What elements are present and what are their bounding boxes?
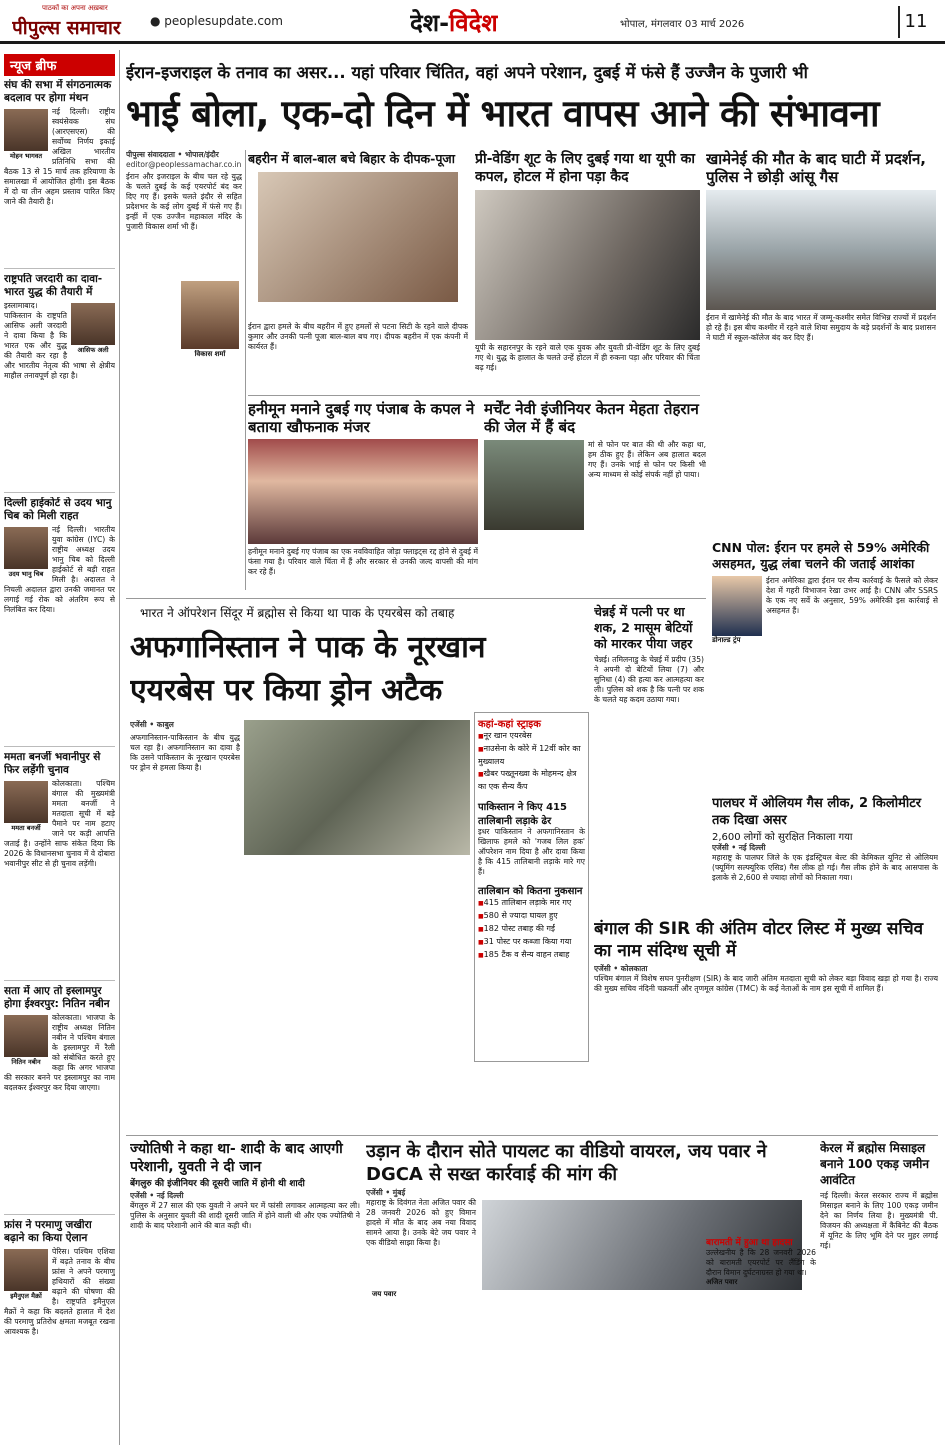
divider: [126, 1135, 938, 1136]
honeymoon-story: [248, 400, 478, 590]
brief-item: [4, 985, 115, 1215]
list-item: ■ 580 से ज्यादा घायल हुए: [478, 910, 585, 923]
list-item: ■ नाउसेना के कोरे में 12वीं कोर का मुख्यालय: [478, 743, 585, 768]
baramati-sidebar: [706, 1235, 816, 1440]
story-headline: पालघर में ओलियम गैस लीक, 2 किलोमीटर तक दिखा असर: [712, 796, 922, 828]
pak-headline-line1: अफगानिस्तान ने पाक के नूरखान: [130, 630, 486, 665]
story-column-bhopal: [126, 150, 242, 595]
brief-item: [4, 79, 115, 269]
story-subhead: बेंगलुरु की इंजीनियर की दूसरी जाति में होनी थी शादी: [130, 1179, 305, 1189]
airbase-satellite-photo: [244, 720, 470, 855]
story-body: महाराष्ट्र के पालघर जिले के एक इंडस्ट्रियल बेल्ट की केमिकल यूनिट से ओलियम (फ्यूमिंग सल्फ्यूरिक एसिड) गैस लीक हो गई। गैस लीक होने के बाद आसपास के इलाके से 2,600 से ज्यादा लोगों को निकाला गया।: [712, 853, 938, 882]
brief-item: [4, 751, 115, 981]
video-call-photo: [258, 172, 458, 302]
byline: एजेंसी • काबुल: [130, 720, 174, 729]
pak-story-column: [130, 720, 240, 1050]
brief-headline: फ्रांस ने परमाणु जखीरा बढ़ाने का किया ऐलान: [4, 1219, 92, 1244]
story-body: अफगानिस्तान-पाकिस्तान के बीच युद्ध चल रहा है। अफगानिस्तान का दावा है कि उसने पाकिस्तान के नूरखान एयरबेस पर ड्रोन से हमला किया है।: [130, 733, 240, 772]
story-headline: बहरीन में बाल-बाल बचे बिहार के दीपक-पूजा: [248, 151, 455, 166]
portrait-photo: इमैनुएल मैक्रों: [4, 1249, 48, 1299]
portrait-photo: ममता बनर्जी: [4, 781, 48, 831]
pak-story-kicker: भारत ने ऑपरेशन सिंदूर में ब्रह्मोस से किया था पाक के एयरबेस को तबाह: [140, 606, 455, 620]
divider: [248, 395, 700, 396]
wedding-photo: [248, 439, 478, 544]
palghar-story: [712, 795, 938, 915]
story-body: चेन्नई। तमिलनाडु के चेन्नई में प्रदीप (35) ने अपनी दो बेटियों लिया (7) और सुनिधा (4) की हत्या कर आत्महत्या कर ली। पुलिस को शक है कि पत्नी पर शक के चलते यह कदम उठाया गया।: [594, 655, 704, 704]
brief-headline: दिल्ली हाईकोर्ट से उदय भानु चिब को मिली राहत: [4, 497, 112, 522]
photo-caption: अजित पवार: [706, 1278, 738, 1286]
couple-phone-photo: [475, 190, 700, 340]
story-headline: ज्योतिषी ने कहा था- शादी के बाद आएगी परेशानी, युवती ने दी जान: [130, 1141, 343, 1175]
astrologer-story: [130, 1140, 360, 1440]
newspaper-logo[interactable]: [12, 4, 142, 40]
list-item: ■ 415 तालिबान लड़ाके मार गए: [478, 897, 585, 910]
story-body: ईरान में खामेनेई की मौत के बाद भारत में जम्मू-कश्मीर समेत विभिन्न राज्यों में प्रदर्शन हो रहे हैं। इस बीच कश्मीर में रहने वाले शिया समुदाय के बड़े प्रदर्शनों के बाद प्रशासन ने घाटी में स्कूल-कॉलेज बंद कर दिए हैं।: [706, 313, 936, 342]
brief-body: इस्लामाबाद। पाकिस्तान के राष्ट्रपति आसिफ अली जरदारी ने दावा किया है कि भारत एक और युद्ध की तैयारी कर रहा है और भारतीय नेतृत्व की भाषा से क्षेत्रीय माहौल तनावपूर्ण हो रहा है।: [4, 301, 115, 380]
brief-headline: सता में आए तो इस्लामपुर होगा ईश्वरपुर: नितिन नबीन: [4, 985, 110, 1010]
website-link[interactable]: ● peoplesupdate.com: [150, 14, 283, 28]
brief-headline: राष्ट्रपति जरदारी का दावा- भारत युद्ध की तैयारी में: [4, 273, 103, 298]
pak-headline-line2: एयरबेस पर किया ड्रोन अटैक: [130, 673, 443, 708]
portrait-photo: [712, 576, 762, 636]
prewedding-story: [475, 150, 700, 390]
byline: पीपुल्स संवाददाता • भोपाल/इंदौर: [126, 150, 219, 159]
sidebar-headline: बारामती में हुआ था हादसा: [706, 1238, 793, 1248]
story-subhead: 2,600 लोगों को सुरक्षित निकाला गया: [712, 832, 853, 843]
byline: एजेंसी • नई दिल्ली: [130, 1191, 184, 1200]
story-headline: उड़ान के दौरान सोते पायलट का वीडियो वायरल, जय पवार ने DGCA से सख्त कार्रवाई की मांग की: [366, 1141, 767, 1185]
divider: [245, 150, 246, 590]
cnn-poll-story: [712, 540, 938, 790]
brief-item: [4, 1219, 115, 1434]
brief-body: कोलकाता। पश्चिम बंगाल की मुख्यमंत्री ममता बनर्जी ने मतदाता सूची में बड़े पैमाने पर नाम हटाए जाने पर कड़ी आपत्ति जताई है। उन्होंने साफ संकेत दिया कि 2026 के विधानसभा चुनाव में वे दोबारा भवानीपुर सीट से ही चुनाव लड़ेंगी।: [4, 779, 115, 868]
story-body: ईरान अमेरिका द्वारा ईरान पर सैन्य कार्रवाई के फैसले को लेकर देश में गहरी विभाजन रेखा उभर आई है। CNN और SSRS के एक नए सर्वे के अनुसार, 59% अमेरिकी इस कार्रवाई से असहमत हैं।: [766, 576, 938, 615]
box-body: इधर पाकिस्तान ने अफगानिस्तान के खिलाफ हमले को 'गजब लिल हक' ऑपरेशन नाम दिया है और दावा किया है कि 415 तालिबानी लड़ाके मारे गए हैं।: [478, 827, 585, 876]
strike-info-box: [474, 712, 589, 1062]
box-headline: तालिबान को कितना नुकसान: [478, 886, 583, 897]
brief-body: पेरिस। पश्चिम एशिया में बढ़ते तनाव के बीच फ्रांस ने अपने परमाणु हथियारों की संख्या बढ़ाने की घोषणा की है। राष्ट्रपति इमैनुएल मैक्रों ने कहा कि बदलते हालात में देश की परमाणु प्रतिरोध क्षमता मजबूत रखना आवश्यक है।: [4, 1247, 115, 1336]
news-brief-column: [0, 50, 120, 1445]
list-item: ■ 31 पोस्ट पर कब्जा किया गया: [478, 936, 585, 949]
box-headline: पाकिस्तान ने किए 415 तालिबानी लड़ाके ढेर: [478, 802, 567, 827]
sidebar-body: उल्लेखनीय है कि 28 जनवरी 2026 को बारामती एयरपोर्ट पर लैंडिंग के दौरान विमान दुर्घटनाग्रस्त हो गया था।: [706, 1248, 816, 1277]
byline: एजेंसी • मुंबई: [366, 1188, 406, 1197]
globe-icon: ●: [150, 14, 165, 28]
story-body: बेंगलुरु में 27 साल की एक युवती ने अपने घर में फांसी लगाकर आत्महत्या कर ली। पुलिस के अनुसार युवती की शादी दूसरी जाति में होने वाली थी और एक ज्योतिषी ने शादी के बाद परेशानी आने की बात कही थी।: [130, 1201, 360, 1230]
brief-item: [4, 273, 115, 493]
dateline: भोपाल, मंगलवार 03 मार्च 2026: [620, 19, 745, 30]
top-story-headline: भाई बोला, एक-दो दिन में भारत वापस आने की संभावना: [126, 92, 880, 135]
story-headline: CNN पोल: ईरान पर हमले से 59% अमेरिकी असहमत, युद्ध लंबा चलने की जताई आशंका: [712, 540, 930, 571]
strike-list: [478, 730, 585, 793]
family-photo: [484, 440, 584, 530]
byline: एजेंसी • नई दिल्ली: [712, 843, 766, 852]
story-headline: हनीमून मनाने दुबई गए पंजाब के कपल ने बताया खौफनाक मंजर: [248, 400, 475, 436]
list-item: ■ 182 पोस्ट तबाह की गईं: [478, 923, 585, 936]
protest-photo: [706, 190, 936, 310]
story-body: ईरान और इजराइल के बीच चल रहे युद्ध के चलते दुबई के कई एयरपोर्ट बंद कर दिए गए हैं। इसके चलते इंदौर से सहित प्रदेशभर के कई लोग दुबई में फंसे गए हैं। इन्हीं में एक उज्जैन महाकाल मंदिर के पुजारी विकास शर्मा भी हैं।: [126, 172, 242, 231]
story-headline: मर्चेंट नेवी इंजीनियर केतन मेहता तेहरान की जेल में हैं बंद: [484, 400, 699, 436]
news-brief-header: न्यूज ब्रीफ: [4, 54, 115, 76]
loss-list: [478, 897, 585, 962]
brief-headline: संघ की सभा में संगठनात्मक बदलाव पर होगा मंथन: [4, 79, 112, 104]
story-headline: केरल में ब्रह्मोस मिसाइल बनाने 100 एकड़ जमीन आवंटित: [820, 1141, 929, 1187]
story-body: ईरान द्वारा हमले के बीच बहरीन में हुए हमलों से पटना सिटी के रहने वाले दीपक कुमार और उनकी पत्नी पूजा बाल-बाल बच गए। दीपक बहरीन में एक कंपनी में कार्यरत हैं।: [248, 322, 468, 351]
story-body: महाराष्ट्र के दिवंगत नेता अजित पवार की 28 जनवरी 2026 को हुए विमान हादसे में मौत के बाद अब नया विवाद सामने आया है। उनके बेटे जय पवार ने एक वीडियो साझा किया है।: [366, 1198, 476, 1247]
photo-caption: विकास शर्मा: [194, 350, 226, 358]
section-title: देश-विदेश: [410, 9, 498, 37]
page-number: 11: [898, 6, 932, 38]
portrait-photo: मोहन भागवत: [4, 109, 48, 159]
tagline: पाठकों का अपना अख़बार: [42, 4, 108, 12]
portrait-photo: उदय भानु चिब: [4, 527, 48, 577]
story-headline: खामेनेई की मौत के बाद घाटी में प्रदर्शन, पुलिस ने छोड़ी आंसू गैस: [706, 150, 927, 186]
list-item: ■ नूर खान एयरबेस: [478, 730, 585, 743]
portrait-photo: आसिफ अली: [71, 303, 115, 353]
portrait-photo: [180, 280, 240, 350]
kerala-brahmos-story: [820, 1140, 938, 1440]
story-body: यूपी के सहारनपुर के रहने वाले एक युवक और युवती प्री-वेडिंग शूट के लिए दुबई गए थे। युद्ध के हालात के चलते उन्हें होटल में ही रुकना पड़ा और परिवार की चिंता बढ़ गई।: [475, 343, 700, 372]
brief-body: कोलकाता। भाजपा के राष्ट्रीय अध्यक्ष नितिन नबीन ने पश्चिम बंगाल के इस्लामपुर में रैली को संबोधित करते हुए कहा कि अगर भाजपा की सरकार बनने पर इस्लामपुर का नाम बदलकर ईश्वरपुर कर दिया जाएगा।: [4, 1013, 115, 1092]
bahrain-story: [248, 150, 468, 320]
masthead: [0, 0, 945, 44]
story-body: पश्चिम बंगाल में विशेष सघन पुनरीक्षण (SIR) के बाद जारी अंतिम मतदाता सूची को लेकर बड़ा विवाद खड़ा हो गया है। राज्य की मुख्य सचिव नंदिनी चक्रवर्ती और तृणमूल कांग्रेस (TMC) के कई नेताओं के नाम इस सूची में शामिल हैं।: [594, 974, 938, 993]
list-item: ■ खैबर पख्तूनख्वा के मोहमन्द क्षेत्र का एक सैन्य कैंप: [478, 768, 585, 793]
byline: एजेंसी • कोलकाता: [594, 964, 648, 973]
portrait-photo: नितिन नबीन: [4, 1015, 48, 1065]
brief-headline: ममता बनर्जी भवानीपुर से फिर लड़ेंगी चुनाव: [4, 751, 101, 776]
story-body: हनीमून मनाने दुबई गए पंजाब का एक नवविवाहित जोड़ा फ्लाइट्स रद्द होने से दुबई में फंसा गया है। परिवार वाले चिंता में हैं और सरकार से उनकी जल्द वापसी की मांग कर रहे हैं।: [248, 547, 478, 576]
brief-body: नई दिल्ली। राष्ट्रीय स्वयंसेवक संघ (आरएसएस) की सर्वोच्च निर्णय इकाई अखिल भारतीय प्रतिनिधि सभा की बैठक 13 से 15 मार्च तक हरियाणा के समालखा में आयोजित होगी। इस बैठक में दो या तीन अहम प्रस्ताव पारित किए जाने की तैयारी है।: [4, 107, 115, 206]
story-body: मां से फोन पर बात की थी और कहा था, हम ठीक हुए हैं। लेकिन अब हालात बदल गए हैं। उनके भाई से फोन पर किसी भी अन्य माध्यम से कोई संपर्क नहीं हो पाया।: [588, 440, 706, 479]
kashmir-protest-story: [706, 150, 936, 540]
merchant-navy-story: [484, 400, 706, 590]
story-headline: चेन्नई में पत्नी पर था शक, 2 मासूम बेटियों को मारकर पीया जहर: [594, 604, 693, 651]
brief-body: नई दिल्ली। भारतीय युवा कांग्रेस (IYC) के राष्ट्रीय अध्यक्ष उदय भानु चिब को दिल्ली हाईकोर्ट से बड़ी राहत मिली है। अदालत ने निचली अदालत द्वारा उनकी जमानत पर लगाई गई रोक को अंतरिम रूप से निलंबित कर दिया।: [4, 525, 115, 614]
byline-email[interactable]: editor@peoplessamachar.co.in: [126, 160, 242, 169]
bengal-sir-story: [594, 918, 938, 1133]
photo-caption: जय पवार: [372, 1290, 397, 1298]
divider: [126, 598, 706, 599]
chennai-story: [594, 604, 704, 914]
list-item: ■ 185 टैंक व सैन्य वाहन तबाह: [478, 949, 585, 962]
paper-name: पीपुल्स समाचार: [12, 17, 121, 39]
brief-item: [4, 497, 115, 747]
photo-caption: डोनाल्ड ट्रंप: [712, 636, 741, 644]
box-headline: कहां-कहां स्ट्राइक: [478, 719, 541, 730]
story-headline: प्री-वेडिंग शूट के लिए दुबई गया था यूपी का कपल, होटल में होना पड़ा कैद: [475, 151, 695, 185]
story-body: नई दिल्ली। केरल सरकार राज्य में ब्रह्मोस मिसाइल बनाने के लिए 100 एकड़ जमीन देने का निर्णय लिया है। मुख्यमंत्री पी. विजयन की अध्यक्षता में कैबिनेट की बैठक में यूनिट के लिए भूमि देने पर मुहर लगाई गई।: [820, 1191, 938, 1250]
top-story-kicker: ईरान-इजराइल के तनाव का असर... यहां परिवार चिंतित, वहां अपने परेशान, दुबई में फंसे हैं उज्जैन के पुजारी भी: [126, 63, 808, 82]
story-headline: बंगाल की SIR की अंतिम वोटर लिस्ट में मुख्य सचिव का नाम संदिग्ध सूची में: [594, 919, 924, 961]
